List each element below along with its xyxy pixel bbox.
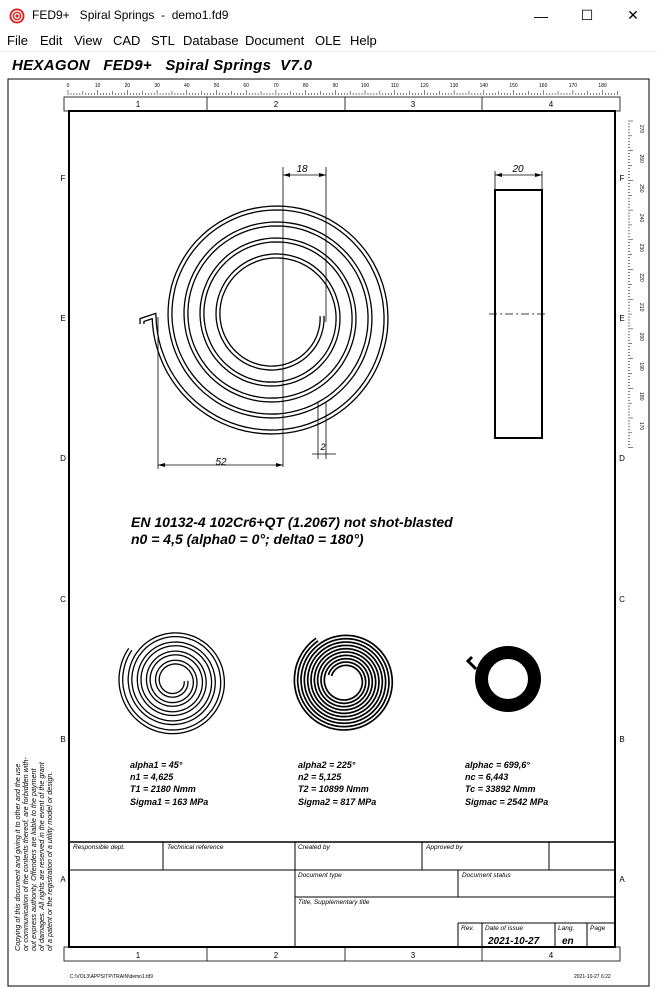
zone-left-f: F	[60, 174, 66, 183]
zone-right-e: E	[619, 314, 625, 323]
tb-lang-label: Lang.	[558, 925, 575, 932]
zone-left-a: A	[60, 875, 66, 884]
app-icon	[9, 8, 25, 24]
tb-approved: Approved by	[426, 844, 463, 851]
zone-bottom-1: 1	[135, 951, 141, 960]
state1-torque: T1 = 2180 Nmm	[130, 784, 196, 794]
ruler-top-label: 10	[94, 83, 101, 89]
maximize-button[interactable]: ☐	[580, 7, 594, 23]
dim-radius: 52	[215, 457, 227, 468]
tb-rev: Rev.	[461, 925, 474, 932]
statec-sigma: Sigmac = 2542 MPa	[465, 797, 549, 807]
zone-bottom-3: 3	[410, 951, 416, 960]
statec-n: nc = 6,443	[465, 772, 509, 782]
ruler-right-label: 190	[638, 362, 644, 371]
copyright-line-2: or communication of the contents thereof, are forbidden with-	[21, 757, 30, 951]
zone-top-4: 4	[548, 100, 554, 109]
minimize-button[interactable]: —	[534, 7, 548, 24]
menu-stl[interactable]: STL	[151, 33, 175, 48]
menu-edit[interactable]: Edit	[40, 33, 63, 48]
copyright-line-5: of a patent or the registration of a utility model or design.	[45, 771, 54, 951]
title-bar	[0, 0, 657, 31]
ruler-top-label: 40	[184, 83, 190, 89]
ruler-right-label: 180	[638, 392, 644, 401]
copyright-line-4: of damages. All rights are reserved in the event of the grant	[37, 762, 46, 951]
zone-bottom-2: 2	[273, 951, 279, 960]
menu-database[interactable]: Database	[183, 33, 239, 48]
state2-torque: T2 = 10899 Nmm	[298, 784, 369, 794]
ruler-top-label: 140	[479, 83, 488, 89]
menu-document[interactable]: Document	[245, 33, 305, 48]
tb-responsible: Responsible dept.	[73, 844, 126, 851]
zone-bottom-4: 4	[548, 951, 554, 960]
menu-help[interactable]: Help	[350, 33, 377, 48]
tb-created: Created by	[298, 844, 330, 851]
menu-ole[interactable]: OLE	[315, 33, 342, 48]
tb-technical: Technical reference	[167, 844, 224, 851]
ruler-right-label: 250	[638, 184, 644, 193]
ruler-top-label: 150	[509, 83, 518, 89]
ruler-right-label: 200	[638, 332, 644, 342]
menu-view[interactable]: View	[74, 33, 102, 48]
tb-doc-type: Document type	[298, 872, 342, 879]
app-banner: HEXAGON FED9+ Spiral Springs V7.0	[12, 57, 313, 74]
state1-sigma: Sigma1 = 163 MPa	[130, 797, 209, 807]
footer-path: C:\VOL3\APPS\TP\TRAIN\demo1.fd9	[70, 974, 154, 980]
state2-n: n2 = 5,125	[298, 772, 342, 782]
dim-thickness: 2	[320, 442, 326, 452]
ruler-right-label: 220	[638, 273, 644, 282]
state1-n: n1 = 4,625	[130, 772, 174, 782]
ruler-top-label: 120	[420, 83, 429, 89]
tb-date: 2021-10-27	[488, 936, 540, 947]
zone-left-e: E	[60, 314, 66, 323]
zone-top-2: 2	[273, 100, 279, 109]
ruler-top-label: 60	[243, 83, 249, 89]
ruler-top-label: 130	[449, 83, 459, 89]
zone-right-f: F	[619, 174, 625, 183]
ruler-right-label: 170	[638, 421, 644, 431]
statec-torque: Tc = 33892 Nmm	[465, 784, 536, 794]
tb-lang: en	[562, 936, 574, 947]
window-title: FED9+ Spiral Springs - demo1.fd9	[32, 8, 229, 22]
ruler-right-label: 260	[638, 154, 644, 163]
spring-side-view	[495, 190, 542, 438]
state2-alpha: alpha2 = 225°	[298, 760, 356, 770]
tb-date-label: Date of issue	[485, 925, 523, 932]
material-spec: EN 10132-4 102Cr6+QT (1.2067) not shot-blasted	[131, 514, 453, 530]
spring-params: n0 = 4,5 (alpha0 = 0°; delta0 = 180°)	[131, 531, 364, 547]
ruler-top-label: 170	[568, 83, 578, 89]
zone-top-3: 3	[410, 100, 416, 109]
drawing-canvas[interactable]	[0, 77, 657, 989]
dim-pitch: 18	[296, 164, 308, 175]
dim-width: 20	[512, 164, 524, 175]
zone-left-b: B	[60, 735, 66, 744]
ruler-right-label: 240	[638, 213, 644, 223]
state1-alpha: alpha1 = 45°	[130, 760, 183, 770]
ruler-top-label: 180	[598, 83, 607, 89]
footer-stamp: 2021-10-27 6:22	[574, 974, 611, 980]
ruler-right-label: 230	[638, 243, 644, 252]
state2-sigma: Sigma2 = 817 MPa	[298, 797, 377, 807]
tb-doc-status: Document status	[462, 872, 511, 879]
ruler-right-label: 210	[638, 303, 644, 312]
ruler-top-label: 100	[360, 83, 370, 89]
ruler-top-label: 30	[154, 83, 160, 89]
zone-right-b: B	[619, 735, 625, 744]
ruler-top-label: 160	[539, 83, 548, 89]
ruler-top-label: 90	[332, 83, 339, 89]
ruler-top-label: 70	[273, 83, 279, 89]
tb-page: Page	[590, 925, 606, 932]
tb-title: Title, Supplementary title	[298, 899, 370, 906]
copyright-line-1: Copying of this document and giving it to other and the use	[13, 763, 22, 951]
ruler-top-label: 50	[213, 83, 220, 89]
statec-alpha: alphac = 699,6°	[465, 760, 530, 770]
zone-right-a: A	[619, 875, 625, 884]
zone-right-c: C	[619, 595, 625, 604]
zone-left-c: C	[60, 595, 66, 604]
copyright-notice	[13, 757, 54, 951]
ruler-top-label: 80	[302, 83, 309, 89]
copyright-line-3: out express authority. Offenders are liable to the payment	[29, 768, 38, 951]
ruler-right-label: 270	[638, 124, 644, 134]
menu-bar	[0, 31, 657, 52]
close-button[interactable]: ✕	[627, 7, 639, 23]
menu-file[interactable]: File	[7, 33, 28, 48]
ruler-top-label: 110	[390, 83, 399, 89]
menu-cad[interactable]: CAD	[113, 33, 141, 48]
zone-left-d: D	[60, 454, 66, 463]
ruler-top-label: 0	[66, 83, 70, 89]
ruler-top-label: 20	[124, 83, 131, 89]
zone-top-1: 1	[135, 100, 141, 109]
zone-right-d: D	[619, 454, 625, 463]
